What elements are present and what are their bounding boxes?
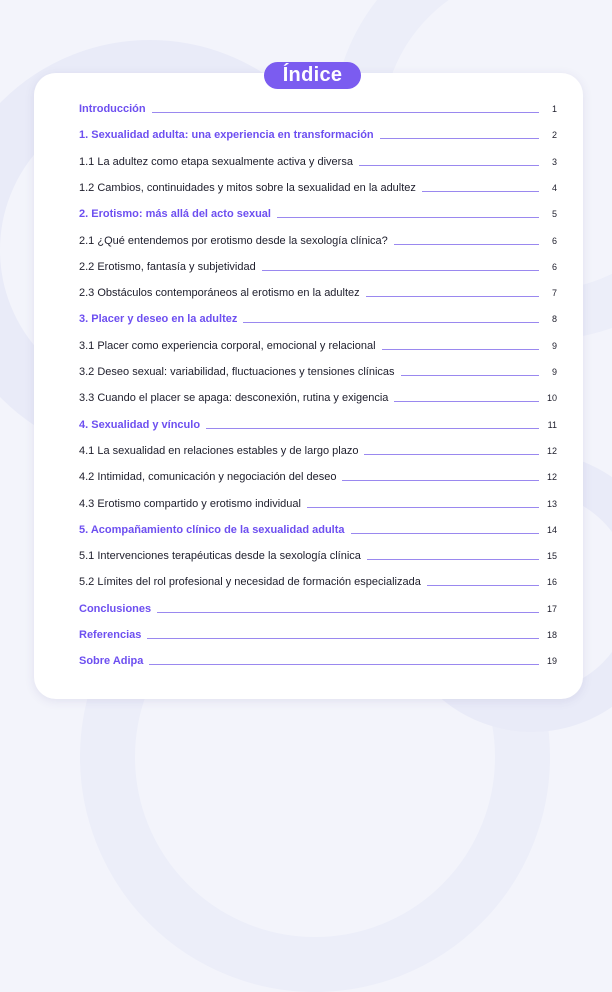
- toc-entry-page: 12: [546, 445, 557, 456]
- toc-entry-page: 8: [551, 314, 557, 325]
- toc-entry[interactable]: [79, 153, 557, 169]
- toc-entry[interactable]: [79, 626, 557, 642]
- dot-leader: [351, 532, 540, 534]
- dot-leader: [157, 611, 539, 613]
- toc-entry-page: 1: [551, 104, 557, 114]
- toc-entry-label: 4.2 Intimidad, comunicación y negociación del deseo: [79, 471, 337, 484]
- toc-entry[interactable]: [79, 232, 557, 248]
- toc-entry-label: 4.3 Erotismo compartido y erotismo individual: [79, 497, 301, 510]
- toc-entry-label: 2.3 Obstáculos contemporáneos al erotismo en la adultez: [79, 287, 360, 300]
- toc-entry-page: 6: [551, 235, 557, 246]
- toc-entry[interactable]: [79, 468, 557, 484]
- toc-entry-page: 6: [551, 261, 557, 272]
- dot-leader: [243, 321, 539, 323]
- toc-entry[interactable]: [79, 126, 557, 142]
- toc-entry-page: 12: [546, 472, 557, 483]
- toc-entry[interactable]: [79, 179, 557, 195]
- toc-entry-label: 5.2 Límites del rol profesional y necesidad de formación especializada: [79, 576, 421, 589]
- dot-leader: [206, 427, 539, 429]
- dot-leader: [307, 506, 539, 508]
- toc-entry-page: 9: [551, 340, 557, 351]
- toc-entry-label: Introducción: [79, 103, 146, 115]
- toc-entry-label: 2.2 Erotismo, fantasía y subjetividad: [79, 260, 256, 273]
- toc-entry[interactable]: [79, 495, 557, 511]
- toc-entry-page: 14: [546, 524, 557, 535]
- dot-leader: [427, 584, 539, 586]
- toc-entry-page: 4: [551, 182, 557, 193]
- dot-leader: [277, 216, 539, 218]
- toc-entry[interactable]: [79, 310, 557, 326]
- dot-leader: [342, 479, 539, 481]
- toc-entry-page: 15: [546, 551, 557, 562]
- toc-entry-page: 16: [546, 577, 557, 588]
- dot-leader: [394, 243, 539, 245]
- toc-entry[interactable]: [79, 389, 557, 405]
- toc-card: [34, 73, 583, 699]
- dot-leader: [380, 137, 539, 139]
- dot-leader: [422, 190, 539, 192]
- dot-leader: [382, 348, 539, 350]
- dot-leader: [394, 400, 539, 402]
- toc-entry-label: Sobre Adipa: [79, 655, 144, 668]
- toc-entry-page: 7: [551, 288, 557, 299]
- toc-entry[interactable]: [79, 205, 557, 221]
- toc-entry-label: 3.1 Placer como experiencia corporal, emocional y relacional: [79, 339, 376, 352]
- toc-entry-label: Conclusiones: [79, 602, 152, 615]
- toc-entry-label: Referencias: [79, 629, 142, 641]
- toc-entry-label: 5. Acompañamiento clínico de la sexualidad adulta: [79, 523, 345, 536]
- toc-entry-page: 18: [546, 630, 557, 640]
- toc-entry-page: 5: [551, 209, 557, 220]
- toc-entry-label: 3.2 Deseo sexual: variabilidad, fluctuaciones y tensiones clínicas: [79, 366, 395, 378]
- toc-entry[interactable]: [79, 521, 557, 537]
- dot-leader: [401, 374, 539, 376]
- toc-entry-page: 13: [546, 498, 557, 509]
- toc-entry[interactable]: [79, 573, 557, 589]
- dot-leader: [367, 558, 539, 560]
- toc-entry[interactable]: [79, 337, 557, 353]
- dot-leader: [359, 164, 539, 166]
- toc-entry-page: 11: [547, 419, 557, 430]
- toc-entry[interactable]: [79, 547, 557, 563]
- page-title: Índice: [264, 62, 361, 89]
- toc-entry-label: 4.1 La sexualidad en relaciones estables y de largo plazo: [79, 444, 359, 457]
- toc-entry-page: 9: [551, 367, 557, 377]
- toc-entry-label: 1.2 Cambios, continuidades y mitos sobre la sexualidad en la adultez: [79, 181, 416, 194]
- toc-entry-page: 19: [546, 656, 557, 667]
- dot-leader: [262, 269, 539, 271]
- toc-entry[interactable]: [79, 600, 557, 616]
- dot-leader: [366, 295, 539, 297]
- toc-entry-label: 4. Sexualidad y vínculo: [79, 418, 201, 431]
- toc-entry-page: 17: [546, 603, 557, 614]
- toc-entry-page: 3: [551, 156, 557, 167]
- toc-entry[interactable]: [79, 652, 557, 668]
- dot-leader: [147, 637, 539, 639]
- toc-entry-page: 2: [551, 130, 557, 141]
- toc-entry-label: 3. Placer y deseo en la adultez: [79, 313, 238, 326]
- toc-entry[interactable]: [79, 258, 557, 274]
- toc-entry-label: 5.1 Intervenciones terapéuticas desde la sexología clínica: [79, 550, 361, 563]
- dot-leader: [149, 663, 539, 665]
- dot-leader: [364, 453, 539, 455]
- toc-entry-label: 3.3 Cuando el placer se apaga: desconexión, rutina y exigencia: [79, 392, 389, 405]
- toc-entry-label: 2. Erotismo: más allá del acto sexual: [79, 208, 271, 221]
- toc-entry[interactable]: [79, 363, 557, 379]
- toc-entry[interactable]: [79, 442, 557, 458]
- toc-entry-label: 1. Sexualidad adulta: una experiencia en transformación: [79, 129, 374, 142]
- toc-entry[interactable]: [79, 284, 557, 300]
- toc-entry[interactable]: [79, 416, 557, 432]
- toc-entry-label: 2.1 ¿Qué entendemos por erotismo desde la sexología clínica?: [79, 234, 388, 247]
- toc-entry-page: 10: [546, 393, 557, 404]
- dot-leader: [152, 111, 539, 113]
- toc-entry[interactable]: [79, 100, 557, 116]
- toc-entry-label: 1.1 La adultez como etapa sexualmente activa y diversa: [79, 155, 353, 168]
